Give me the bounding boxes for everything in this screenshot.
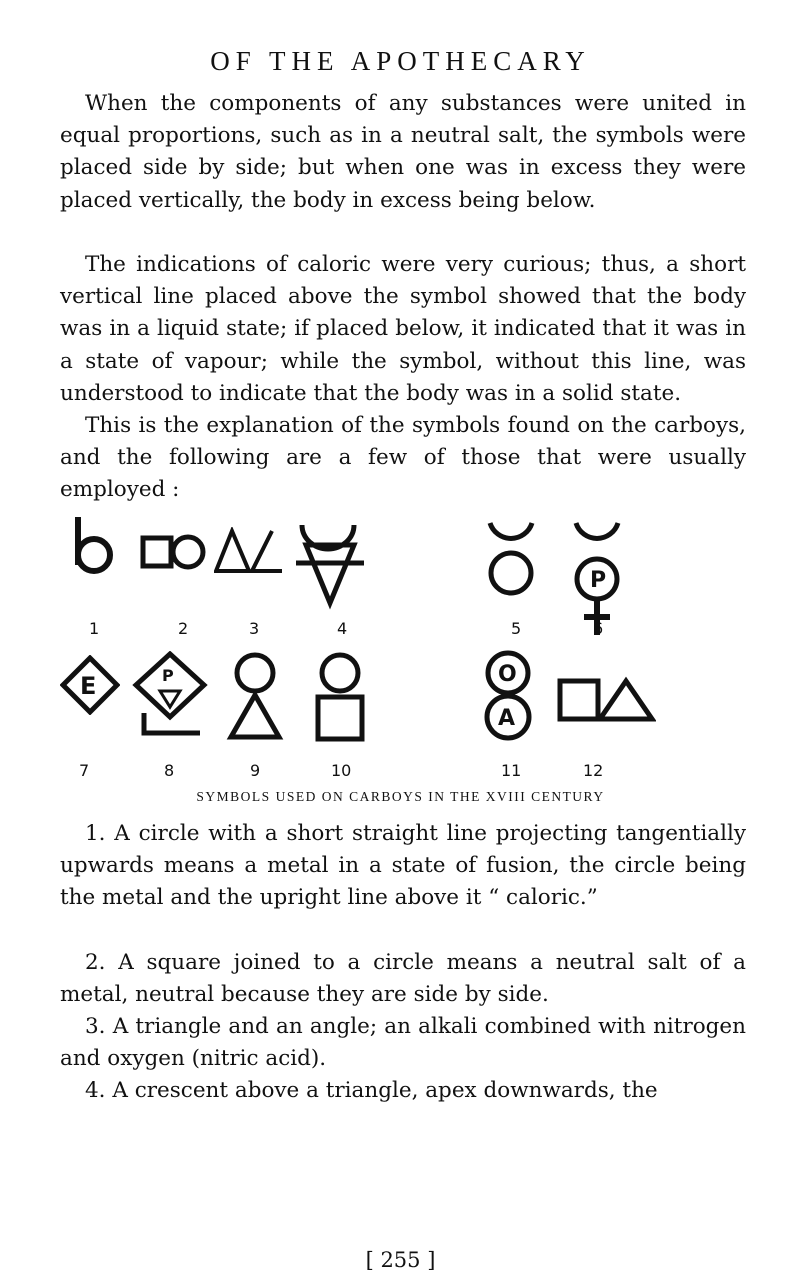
- svg-text:O: O: [498, 662, 517, 687]
- paragraph-3: This is the explanation of the symbols found on the carboys, and the following are a few of those that were usually employed :: [60, 413, 746, 503]
- symbol-number: 10: [331, 761, 352, 780]
- figure-caption: SYMBOLS USED ON CARBOYS IN THE XVIII CENTURY: [196, 789, 605, 804]
- symbols-figure: [0, 515, 801, 805]
- paragraph-2: The indications of caloric were very curious; thus, a short vertical line placed above the symbol showed that the body was in a liquid state; if placed below, it indicated that it was in a state of vapour; while the symbol, without this line, was understood to indicate that the body was in a solid state.: [60, 252, 746, 406]
- diamond-e-icon: [60, 655, 120, 715]
- list-item-4: 4. A crescent above a triangle, apex downwards, the: [85, 1078, 658, 1103]
- symbol-number: 11: [501, 761, 522, 780]
- symbol-number: 5: [511, 619, 522, 638]
- symbol-number: 12: [583, 761, 604, 780]
- symbol-number: 1: [89, 619, 100, 638]
- symbol-number: 2: [178, 619, 189, 638]
- list-item-3: 3. A triangle and an angle; an alkali combined with nitrogen and oxygen (nitric acid).: [60, 1014, 746, 1072]
- svg-text:P: P: [590, 568, 607, 593]
- triangle-angle-icon: [214, 527, 284, 575]
- square-circle-icon: [140, 531, 208, 575]
- svg-text:A: A: [498, 706, 516, 731]
- symbol-number: 7: [79, 761, 90, 780]
- list-item-2: 2. A square joined to a circle means a neutral salt of a metal, neutral because they are side by side.: [60, 950, 746, 1008]
- circle-square-icon: [310, 651, 370, 743]
- square-triangle-icon: [556, 675, 656, 725]
- crescent-circle-icon: [482, 515, 540, 605]
- symbol-number: 6: [593, 619, 604, 638]
- symbol-number: 9: [250, 761, 261, 780]
- symbol-number: 8: [164, 761, 175, 780]
- svg-text:E: E: [80, 672, 97, 700]
- circle-triangle-icon: [225, 651, 285, 743]
- circle-with-line-icon: [70, 515, 118, 575]
- symbol-number: 3: [249, 619, 260, 638]
- paragraph-1: When the components of any substances were united in equal proportions, such as in a neutral salt, the symbols were placed side by side; but when one was in excess they were placed vertically, the body in excess being below.: [60, 91, 746, 213]
- diamond-p-triangle-icon: [130, 651, 210, 741]
- page-header: OF THE APOTHECARY: [210, 46, 591, 76]
- double-circle-oa-icon: [478, 649, 538, 745]
- svg-text:P: P: [162, 666, 174, 685]
- symbol-number: 4: [337, 619, 348, 638]
- list-item-1: 1. A circle with a short straight line projecting tangentially upwards means a metal in a state of fusion, the circle being the metal and the upright line above it “ caloric.”: [60, 821, 746, 911]
- page-number: [ 255 ]: [365, 1248, 436, 1272]
- crescent-triangle-icon: [296, 515, 366, 615]
